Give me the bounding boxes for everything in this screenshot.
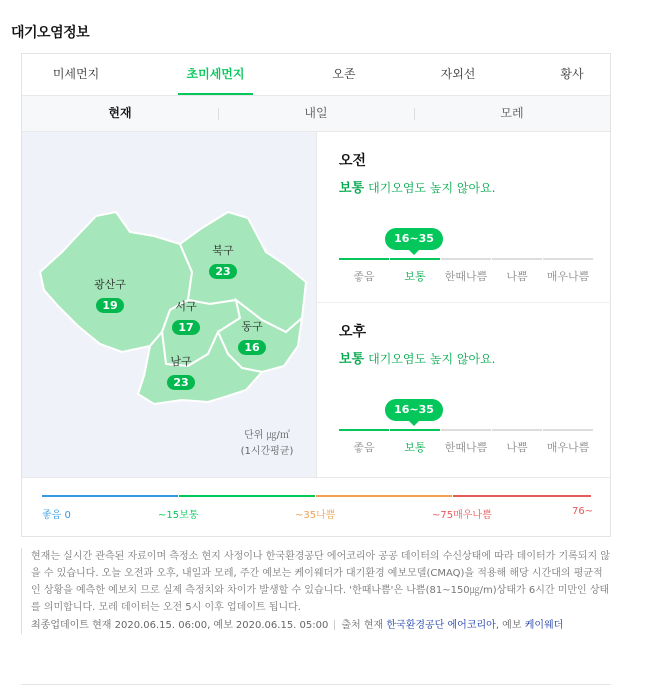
district-name: 광산구 [94,278,126,291]
scale-label: 좋음 [353,441,375,454]
subtab-tomorrow[interactable]: 내일 [304,106,328,120]
scale-segment [441,429,491,431]
forecast-pm [317,302,611,472]
tab-ultrafine-dust[interactable] [178,54,253,95]
tab-uv[interactable] [426,54,490,95]
district-value-badge: 16 [238,340,266,355]
scale-segment [339,429,389,431]
district-value-badge: 23 [209,264,237,279]
level-legend [22,477,610,537]
scale-segment [543,258,593,260]
range-bubble: 16~35 [385,399,443,421]
scale-segment [492,429,542,431]
district-value-badge: 17 [172,320,200,335]
source-mid: , 예보 [495,620,522,631]
legend-label-good: 좋음 0 [42,510,71,521]
status-message: 대기오염도 높지 않아요. [368,181,496,195]
district-nam[interactable] [151,353,211,390]
scale-label: 매우나쁨 [546,270,590,283]
scale-label: 한때나쁨 [444,441,488,454]
legend-bar-normal [179,495,315,497]
district-buk[interactable] [193,242,253,279]
scale-label: 매우나쁨 [546,441,590,454]
range-bubble: 16~35 [385,228,443,250]
scale-segment [339,258,389,260]
scale-label: 보통 [404,270,426,283]
district-seo[interactable] [156,298,216,335]
district-value-badge: 19 [96,298,124,313]
unit-label: 단위 ㎍/㎥ [244,430,290,441]
period-title: 오후 [339,324,367,340]
forecast-panel [316,132,610,477]
source-prefix: 출처 현재 [341,620,384,631]
scale-label: 보통 [404,441,426,454]
divider [334,620,335,630]
time-subtabs [22,95,610,132]
source-link-kweather[interactable]: 케이웨더 [524,620,564,631]
scale-segment [492,258,542,260]
district-map [22,132,316,477]
period-status [339,177,496,196]
unit-note [222,428,312,460]
legend-label-bad: ~35나쁨 [295,510,336,521]
scale-label: 나쁨 [506,441,528,454]
air-quality-card [21,53,611,537]
info-notes [21,548,611,634]
tab-ozone[interactable] [312,54,376,95]
district-name: 동구 [241,320,263,333]
tab-label: 초미세먼지 [186,67,245,81]
legend-label-max: 76~ [572,506,594,517]
page-title: 대기오염정보 [11,25,90,41]
period-status [339,348,496,367]
status-level: 보통 [339,181,365,196]
scale-segment [390,258,440,260]
scale-label: 한때나쁨 [444,270,488,283]
tab-fine-dust[interactable] [32,54,120,95]
pollutant-tabs [22,54,610,95]
district-dong[interactable] [222,318,282,355]
legend-label-normal: ~15보통 [158,510,199,521]
district-name: 남구 [170,355,192,368]
notes-body: 현재는 실시간 관측된 자료이며 측정소 현지 사정이나 한국환경공단 에어코리아 공공 데이터의 수신상태에 따라 데이터가 기록되지 않을 수 있습니다. 오늘 오전과 오후, 내일과 모레, 주간 예보는 케이웨더가 대기환경 예보모델(CMAQ)을 적용해 해당 시간대의 평균적인 상황을 예측한 예보치 므로 실제 측정치와 차이가 발생할 수 있습니다. '한때나쁨'은 나쁨(81~150㎍/m)상태가 6시간 미만인 상태를 의미합니다. 모레 데이터는 오전 5시 이후 업데이트 됩니다. [31,551,610,613]
scale-segment [390,429,440,431]
level-scale [339,399,593,454]
district-name: 북구 [212,244,234,257]
status-level: 보통 [339,352,365,367]
source-link-airkorea[interactable]: 한국환경공단 에어코리아 [386,620,496,631]
tab-label: 황사 [560,67,584,81]
subtab-day-after[interactable]: 모레 [500,106,524,120]
forecast-am [317,132,611,302]
level-scale [339,228,593,283]
tab-yellow-dust[interactable] [542,54,602,95]
legend-label-very-bad: ~75매우나쁨 [432,510,492,521]
scale-label: 나쁨 [506,270,528,283]
tab-label: 자외선 [440,67,476,81]
tab-label: 미세먼지 [52,67,100,81]
update-timestamps: 최종업데이트 현재 2020.06.15. 06:00, 예보 2020.06.15. 05:00 [31,620,329,631]
tab-label: 오존 [332,67,356,81]
legend-bar-bad [316,495,452,497]
unit-average-label: (1시간평균) [240,446,294,457]
district-name: 서구 [175,300,197,313]
district-value-badge: 23 [167,375,195,390]
legend-bar-very-bad [453,495,591,497]
subtab-now[interactable]: 현재 [108,106,132,120]
district-gwangsan[interactable] [80,276,140,313]
period-title: 오전 [339,153,367,169]
update-info [31,617,611,634]
legend-bar-good [42,495,178,497]
scale-segment [543,429,593,431]
scale-label: 좋음 [353,270,375,283]
scale-segment [441,258,491,260]
divider [21,684,611,685]
status-message: 대기오염도 높지 않아요. [368,352,496,366]
